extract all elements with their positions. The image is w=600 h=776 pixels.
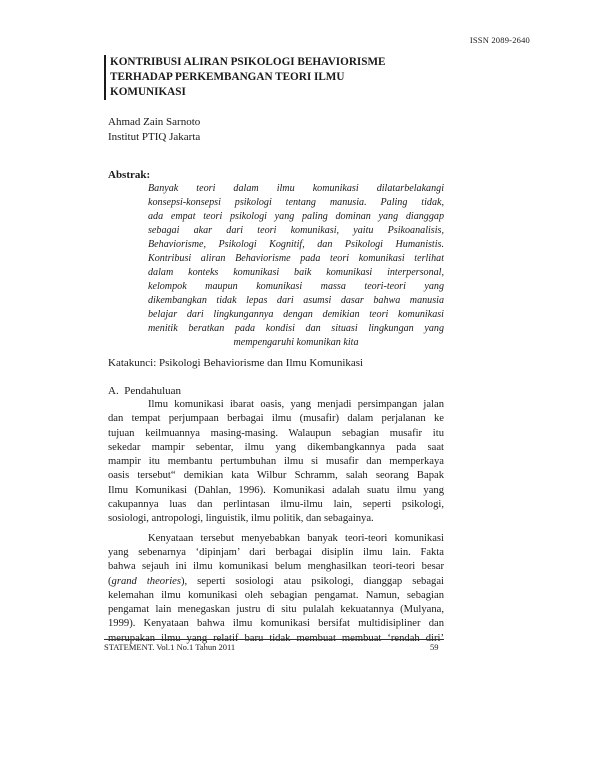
- title-line: KONTRIBUSI ALIRAN PSIKOLOGI BEHAVIORISME: [110, 56, 386, 68]
- text-line: Banyak teori dalam ilmu komunikasi dilatarbelakangi: [148, 183, 444, 194]
- text-line: tujuan keilmuannya masing-masing. Walaupun sebagian musafir itu: [108, 427, 444, 439]
- body-text: [108, 398, 444, 646]
- text-line: cakupannya luas dan perlintasan ilmu-ilmu lain, seperti psikologi,: [108, 499, 444, 511]
- abstract-label: Abstrak:: [108, 169, 151, 181]
- text-line: sebagai akar dari teori komunikasi, yaitu Psikoanalisis,: [148, 225, 444, 236]
- text-line: oasis tersebut“ demikian kata Wilbur Schramm, salah seorang Bapak: [108, 470, 444, 482]
- text-line: Behaviorisme, Psikologi Kognitif, dan Psikologi Humanistis.: [148, 239, 444, 250]
- text-line: pengamat lain menegaskan justru di situ pulalah kekuatannya (Mulyana,: [108, 604, 444, 616]
- text-line: Ilmu komunikasi ibarat oasis, yang menjadi persimpangan jalan: [148, 399, 444, 410]
- text-line: bahwa sejauh ini ilmu komunikasi belum menghasilkan teori-teori besar: [108, 561, 444, 573]
- text-line: 1999). Kenyataan bahwa ilmu komunikasi bersifat multidisipliner dan: [108, 618, 444, 630]
- abstract-text: [148, 182, 444, 350]
- text-line: menitik beratkan pada kondisi dan situasi lingkungan yang: [148, 323, 444, 334]
- text-line: sosiologi, antropologi, linguistik, ilmu politik, dan sebagainya.: [108, 513, 374, 525]
- text-line: konsepsi-konsepsi psikologi tentang manusia. Paling tidak,: [148, 197, 444, 208]
- text-line: ada empat teori psikologi yang paling dominan yang dianggap: [148, 211, 444, 222]
- text-line: belajar dari lingkungannya dengan demikian teori komunikasi: [148, 309, 444, 320]
- title-line: KOMUNIKASI: [110, 86, 186, 98]
- issn-number: ISSN 2089-2640: [469, 35, 530, 45]
- section-title: Pendahuluan: [124, 385, 182, 397]
- text-line: (grand theories), seperti sosiologi atau psikologi, dianggap sebagai: [108, 575, 444, 587]
- text-line: dikembangkan tidak lepas dari asumsi dasar bahwa manusia: [148, 295, 444, 306]
- text-line: kelemahan ilmu komunikasi oleh sebagian pengamat. Namun, sebagian: [108, 589, 444, 601]
- text-line: yang sebenarnya ‘dipinjam’ dari berbagai disiplin ilmu lain. Fakta: [108, 546, 444, 558]
- footer-journal: STATEMENT. Vol.1 No.1 Tahun 2011: [104, 642, 236, 652]
- text-line: sekedar mampir sebentar, ilmu yang dikembangkannya pada saat: [108, 441, 444, 453]
- section-marker: A.: [108, 385, 119, 397]
- text-line: Ilmu Komunikasi (Dahlan, 1996). Komunikasi adalah suatu ilmu yang: [108, 484, 444, 496]
- text-line: Kenyataan tersebut menyebabkan banyak teori-teori komunikasi: [148, 532, 444, 544]
- author-affiliation: Institut PTIQ Jakarta: [108, 131, 201, 143]
- text-line: dalam konteks komunikasi baik komunikasi interpersonal,: [148, 267, 444, 278]
- text-line: mempengaruhi komunikan kita: [233, 337, 359, 348]
- title-line: TERHADAP PERKEMBANGAN TEORI ILMU: [110, 71, 345, 83]
- text-line: merupakan ilmu yang relatif baru tidak membuat membuat ‘rendah diri’: [108, 632, 444, 644]
- author-name: Ahmad Zain Sarnoto: [108, 116, 201, 128]
- author-block: [108, 115, 200, 145]
- article-title: [104, 55, 510, 100]
- section-heading: [108, 385, 181, 397]
- keywords: Katakunci: Psikologi Behaviorisme dan Ilmu Komunikasi: [108, 357, 364, 369]
- text-line: Kontribusi aliran Behaviorisme pada teori komunikasi terlihat: [148, 253, 444, 264]
- text-line: mampir itu membantu pertumbuhan ilmu si musafir dan memperkaya: [108, 456, 444, 468]
- text-line: dan tempat perjumpaan berbagai ilmu (musafir) dalam perjalanan ke: [108, 413, 444, 425]
- footer-page-number: 59: [430, 642, 439, 652]
- footer-rule: [104, 639, 444, 640]
- text-line: kelompok maupun komunikasi massa teori-teori yang: [148, 281, 444, 292]
